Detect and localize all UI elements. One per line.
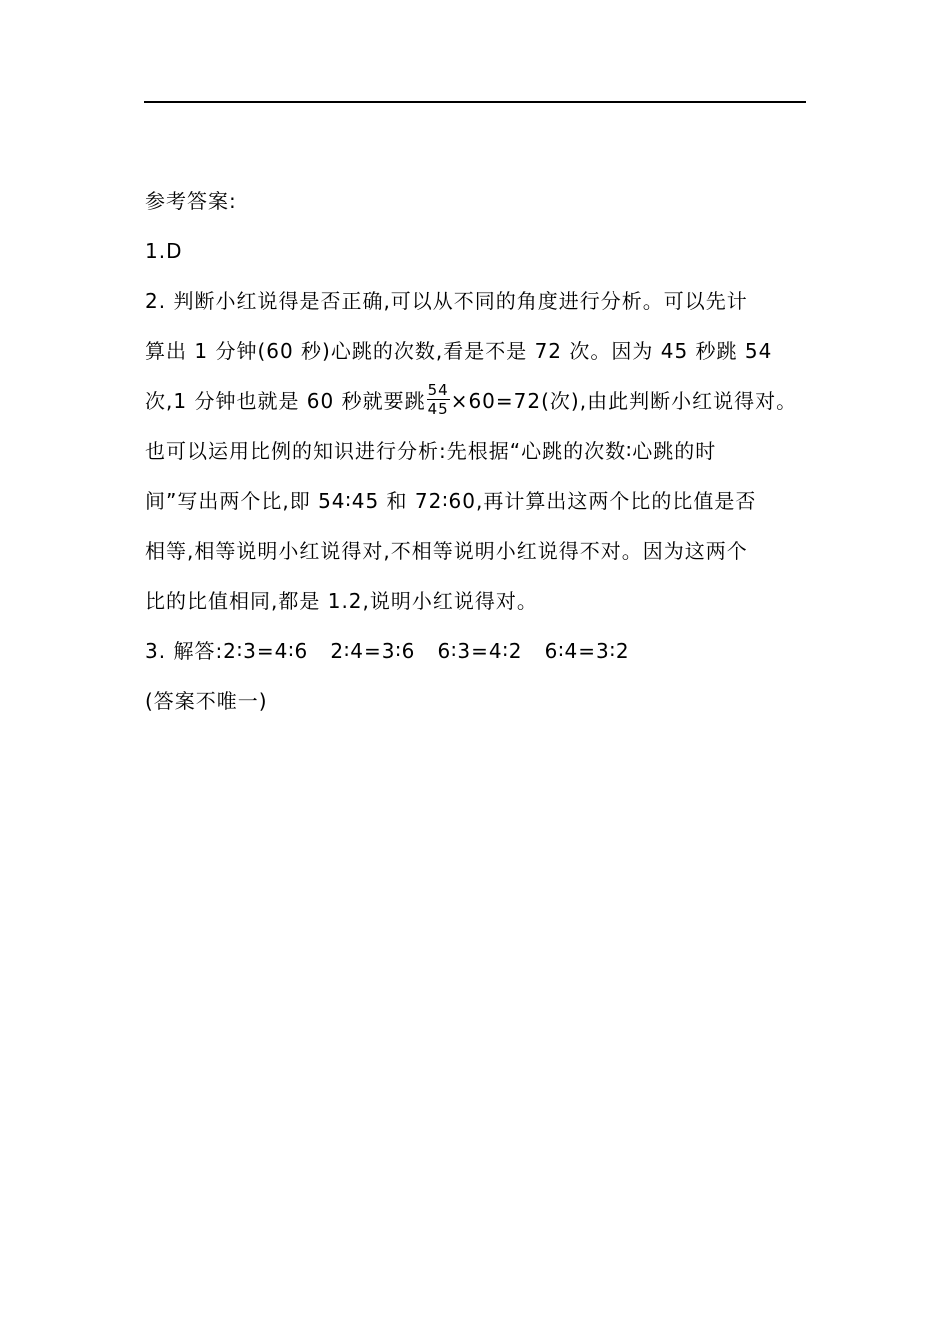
answer-2-line-3-end: ×60=72(次),由此判断小红说得对。 [450, 389, 798, 413]
fraction-numerator: 54 [427, 381, 449, 399]
answer-2-line-7: 比的比值相同,都是 1.2,说明小红说得对。 [145, 589, 538, 613]
answer-3 [145, 626, 815, 726]
fraction-denominator: 45 [427, 400, 449, 418]
answer-2-line-3 [145, 376, 815, 426]
answer-key [145, 176, 815, 726]
answer-2-line-4: 也可以运用比例的知识进行分析:先根据“心跳的次数∶心跳的时 [145, 439, 717, 463]
answer-2-line-6: 相等,相等说明小红说得对,不相等说明小红说得不对。因为这两个 [145, 539, 748, 563]
answer-2-line-1: 2. 判断小红说得是否正确,可以从不同的角度进行分析。可以先计 [145, 289, 748, 313]
answer-3-note: (答案不唯一) [145, 689, 268, 713]
answer-2-line-5: 间”写出两个比,即 54∶45 和 72∶60,再计算出这两个比的比值是否 [145, 489, 757, 513]
answer-key-heading: 参考答案: [145, 189, 237, 213]
answer-2-line-2: 算出 1 分钟(60 秒)心跳的次数,看是不是 72 次。因为 45 秒跳 54 [145, 339, 773, 363]
answer-2-line-3-start: 次,1 分钟也就是 60 秒就要跳 [145, 389, 426, 413]
answer-3-line-1: 3. 解答:2∶3=4∶6 2∶4=3∶6 6∶3=4∶2 6∶4=3∶2 [145, 639, 630, 663]
answer-1: 1.D [145, 239, 183, 263]
header-rule [144, 101, 806, 103]
answer-2 [145, 276, 815, 626]
fraction-54-over-45 [427, 381, 450, 418]
